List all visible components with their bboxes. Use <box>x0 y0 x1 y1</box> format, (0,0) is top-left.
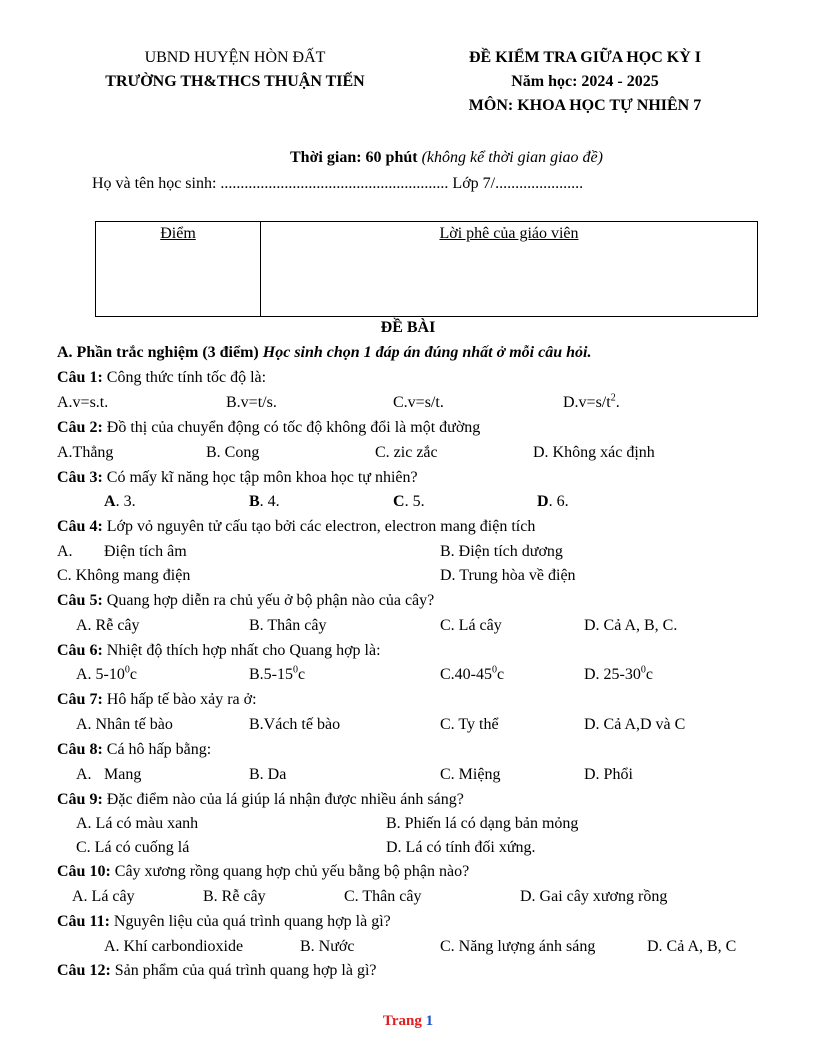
option-a: Mang <box>104 766 142 783</box>
comment-column <box>261 222 757 316</box>
option-a: A.Thẳng <box>57 444 114 461</box>
part-a-instruction: Học sinh chọn 1 đáp án đúng nhất ở mỗi câu hỏi. <box>262 344 592 361</box>
option-d: D. Phổi <box>584 766 633 783</box>
time-note: (không kể thời gian giao đề) <box>421 149 603 166</box>
question-6 <box>57 641 381 661</box>
page-footer <box>0 1011 816 1031</box>
option-c: C. 5. <box>393 493 425 510</box>
option-c: C. Miệng <box>440 766 501 783</box>
option-b: B. Điện tích dương <box>440 543 563 560</box>
question-4 <box>57 517 535 537</box>
option-a: A. Lá cây <box>72 888 135 905</box>
question-text: Đặc điểm nào của lá giúp lá nhận được nhiều ánh sáng? <box>102 791 464 808</box>
option-b: B. Rễ cây <box>203 888 266 905</box>
school-year: Năm học: 2024 - 2025 <box>511 73 659 90</box>
option-d: D. 6. <box>537 493 569 510</box>
option-d: D. Không xác định <box>533 444 655 461</box>
question-text: Cá hô hấp bằng: <box>102 741 212 758</box>
question-5 <box>57 591 434 611</box>
question-text: Đồ thị của chuyển động có tốc độ không đổi là một đường <box>102 419 481 436</box>
option-b: $B.5-15^0c$ <box>249 664 306 683</box>
option-b: B.v=t/s. <box>226 394 277 411</box>
option-a: A. Nhân tế bào <box>76 716 173 733</box>
question-number: Câu 4: <box>57 518 103 535</box>
page-label: Trang <box>382 1013 422 1029</box>
option-d: D. $25-30^0c$ <box>584 664 653 683</box>
option-d: $D.v=s/t^2$. <box>563 392 620 411</box>
option-d: D. Trung hòa về điện <box>440 567 576 584</box>
question-8 <box>57 740 211 760</box>
option-a: A.v=s.t. <box>57 394 109 411</box>
question-2 <box>57 418 480 438</box>
school-name: TRƯỜNG TH&THCS THUẬN TIẾN <box>105 73 365 90</box>
option-a: A. Lá có màu xanh <box>76 815 199 832</box>
section-title: ĐỀ BÀI <box>380 319 436 336</box>
option-a: A. $5-10^0c$ <box>76 664 137 683</box>
question-3 <box>57 468 418 488</box>
question-number: Câu 3: <box>57 469 103 486</box>
comment-header: Lời phê của giáo viên <box>439 225 579 242</box>
option-b: B. 4. <box>249 493 280 510</box>
option-c: C.v=s/t. <box>393 394 444 411</box>
question-7 <box>57 690 257 710</box>
question-text: Công thức tính tốc độ là: <box>102 369 267 386</box>
question-number: Câu 5: <box>57 592 103 609</box>
question-text: Nhiệt độ thích hợp nhất cho Quang hợp là: <box>102 642 381 659</box>
question-1 <box>57 368 266 388</box>
option-d: D. Cả A, B, C <box>647 938 737 955</box>
question-text: Sản phẩm của quá trình quang hợp là gì? <box>110 962 377 979</box>
option-b: B. Cong <box>206 444 260 461</box>
subject-title: MÔN: KHOA HỌC TỰ NHIÊN 7 <box>468 97 702 114</box>
option-d: D. Gai cây xương rồng <box>520 888 668 905</box>
option-b: B. Nước <box>300 938 355 955</box>
question-number: Câu 6: <box>57 642 103 659</box>
option-c: C. Ty thể <box>440 716 499 733</box>
option-d: D. Lá có tính đối xứng. <box>386 839 536 856</box>
option-a: A. Khí carbondioxide <box>104 938 244 955</box>
option-d: D. Cả A,D và C <box>584 716 686 733</box>
option-c: $C.40-45^0c$ <box>440 664 505 683</box>
score-table <box>95 221 758 317</box>
question-text: Quang hợp diễn ra chủ yếu ở bộ phận nào của cây? <box>102 592 435 609</box>
question-text: Lớp vỏ nguyên tử cấu tạo bởi các electron, electron mang điện tích <box>102 518 536 535</box>
option-b: B. Phiến lá có dạng bản mỏng <box>386 815 579 832</box>
time-label: Thời gian: 60 phút <box>290 149 418 166</box>
question-number: Câu 8: <box>57 741 103 758</box>
question-number: Câu 1: <box>57 369 103 386</box>
school-district: UBND HUYỆN HÒN ĐẤT <box>144 49 326 66</box>
question-10 <box>57 862 469 882</box>
question-number: Câu 12: <box>57 962 111 979</box>
part-a-heading <box>57 343 591 363</box>
option-a: Điện tích âm <box>104 543 187 560</box>
exam-title: ĐỀ KIỂM TRA GIỮA HỌC KỲ I <box>468 49 702 66</box>
page-number: 1 <box>425 1013 434 1029</box>
question-number: Câu 10: <box>57 863 111 880</box>
score-column <box>96 222 261 316</box>
question-text: Nguyên liệu của quá trình quang hợp là gì? <box>109 913 391 930</box>
option-a: A. Rễ cây <box>76 617 140 634</box>
option-b: B. Da <box>249 766 287 783</box>
option-b: B.Vách tế bào <box>249 716 341 733</box>
option-c: C. zic zắc <box>375 444 438 461</box>
question-number: Câu 7: <box>57 691 103 708</box>
question-number: Câu 2: <box>57 419 103 436</box>
part-a-title: A. Phần trắc nghiệm (3 điểm) <box>57 344 259 361</box>
score-header: Điểm <box>160 225 196 242</box>
option-a-letter: A. <box>76 766 92 783</box>
question-number: Câu 9: <box>57 791 103 808</box>
option-a: A. 3. <box>104 493 136 510</box>
option-d: D. Cả A, B, C. <box>584 617 678 634</box>
option-c: C. Năng lượng ánh sáng <box>440 938 596 955</box>
question-11 <box>57 912 391 932</box>
question-text: Có mấy kĩ năng học tập môn khoa học tự nhiên? <box>102 469 418 486</box>
question-text: Cây xương rồng quang hợp chủ yếu bằng bộ phận nào? <box>110 863 470 880</box>
option-c: C. Không mang điện <box>57 567 191 584</box>
option-c: C. Lá có cuống lá <box>76 839 190 856</box>
exam-time <box>290 148 603 168</box>
question-number: Câu 11: <box>57 913 110 930</box>
student-info-line: Họ và tên học sinh: ......................................................... Lớp 7/...................... <box>92 175 584 192</box>
question-12 <box>57 961 377 981</box>
option-c: C. Lá cây <box>440 617 502 634</box>
option-b: B. Thân cây <box>249 617 327 634</box>
question-text: Hô hấp tế bào xảy ra ở: <box>102 691 257 708</box>
option-a-letter: A. <box>57 543 73 560</box>
question-9 <box>57 790 464 810</box>
option-c: C. Thân cây <box>344 888 422 905</box>
